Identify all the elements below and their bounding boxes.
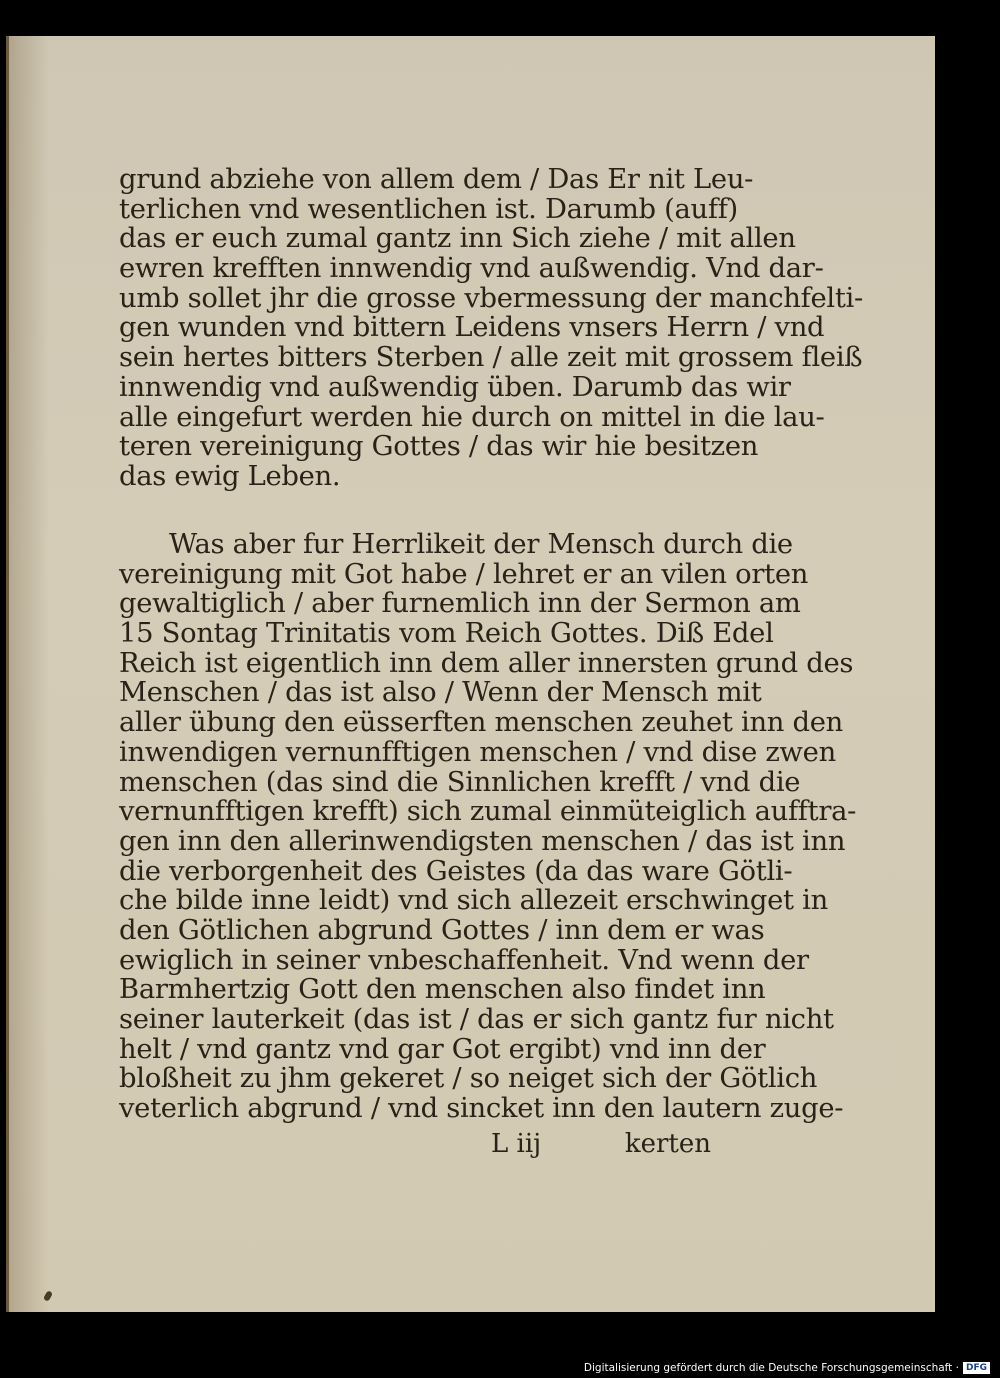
text-line: Was aber fur Herrlikeit der Mensch durch die bbox=[169, 529, 793, 560]
text-line: den Götlichen abgrund Gottes / inn dem er was bbox=[119, 914, 765, 946]
text-line: sein hertes bitters Sterben / alle zeit mit grossem fleiß bbox=[119, 342, 863, 374]
catchword: kerten bbox=[624, 1129, 711, 1159]
text-line: gen inn den allerinwendigsten menschen / das ist inn bbox=[119, 825, 846, 857]
credit-text: Digitalisierung gefördert durch die Deutsche Forschungsgemeinschaft · bbox=[583, 1362, 959, 1374]
text-line: die verborgenheit des Geistes (da das ware Götli- bbox=[119, 855, 793, 887]
dfg-logo: DFG bbox=[963, 1362, 990, 1374]
text-line: das er euch zumal gantz inn Sich ziehe / mit allen bbox=[119, 223, 796, 255]
book-page bbox=[6, 36, 935, 1312]
signature-mark: L iij bbox=[491, 1129, 542, 1159]
text-line: 15 Sontag Trinitatis vom Reich Gottes. Diß Edel bbox=[119, 618, 774, 650]
text-line: helt / vnd gantz vnd gar Got ergibt) vnd inn der bbox=[119, 1033, 766, 1065]
text-line: seiner lauterkeit (das ist / das er sich gantz fur nicht bbox=[119, 1004, 834, 1035]
text-line: ewiglich in seiner vnbeschaffenheit. Vnd wenn der bbox=[119, 944, 809, 976]
text-line: Barmhertzig Gott den menschen also findet inn bbox=[119, 974, 766, 1006]
text-line: umb sollet jhr die grosse vbermessung der manchfelti- bbox=[119, 282, 863, 314]
page-footer bbox=[491, 1129, 721, 1159]
text-line: terlichen vnd wesentlichen ist. Darumb (auff) bbox=[119, 193, 738, 225]
text-line: grund abziehe von allem dem / Das Er nit Leu- bbox=[119, 164, 754, 195]
text-line: innwendig vnd außwendig üben. Darumb das wir bbox=[119, 371, 791, 403]
text-line: bloßheit zu jhm gekeret / so neiget sich der Götlich bbox=[119, 1063, 818, 1095]
text-line: vereinigung mit Got habe / lehret er an vilen orten bbox=[119, 558, 809, 590]
page-edge-shadow bbox=[9, 36, 49, 1312]
text-line: inwendigen vernunfftigen menschen / vnd dise zwen bbox=[119, 736, 836, 768]
text-line: ewren krefften innwendig vnd außwendig. Vnd dar- bbox=[119, 253, 824, 285]
text-line: das ewig Leben. bbox=[119, 460, 341, 492]
text-line: menschen (das sind die Sinnlichen krefft / vnd die bbox=[119, 766, 801, 798]
digitization-credit bbox=[584, 1361, 990, 1375]
text-line: teren vereinigung Gottes / das wir hie besitzen bbox=[119, 431, 759, 463]
text-line: vernunfftigen krefft) sich zumal einmüteiglich aufftra- bbox=[119, 796, 857, 828]
text-line: aller übung den eüsserften menschen zeuhet inn den bbox=[119, 707, 844, 739]
text-line: alle eingefurt werden hie durch on mittel in die lau- bbox=[119, 401, 825, 433]
text-line: veterlich abgrund / vnd sincket inn den lautern zuge- bbox=[119, 1093, 844, 1125]
text-line: gewaltiglich / aber furnemlich inn der Sermon am bbox=[119, 588, 801, 620]
text-line: che bilde inne leidt) vnd sich allezeit erschwinget in bbox=[119, 885, 828, 917]
text-line: gen wunden vnd bittern Leidens vnsers Herrn / vnd bbox=[119, 312, 825, 344]
paragraph-2 bbox=[119, 529, 857, 1125]
text-line: Reich ist eigentlich inn dem aller innersten grund des bbox=[119, 647, 854, 679]
paragraph-1 bbox=[119, 164, 863, 492]
text-line: Menschen / das ist also / Wenn der Mensch mit bbox=[119, 677, 762, 709]
